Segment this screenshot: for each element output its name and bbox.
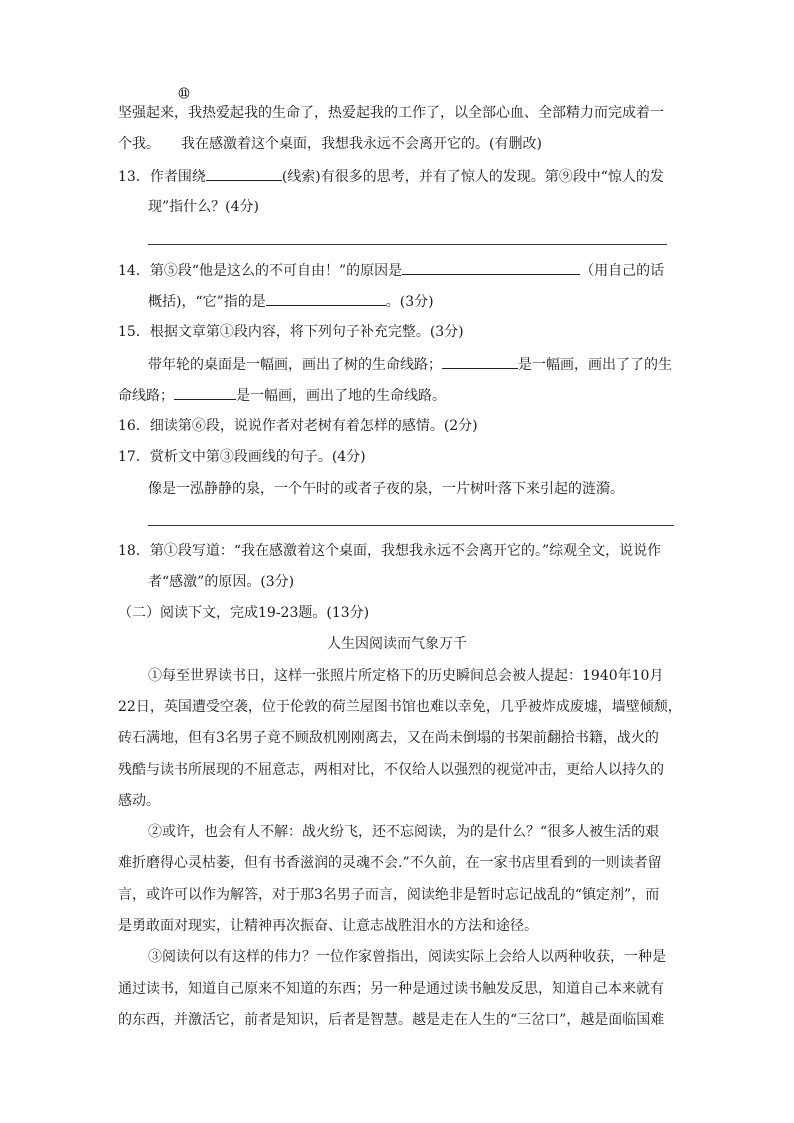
paragraph-11-marker: ⑪	[178, 87, 190, 100]
question-16: 16．细读第⑥段，说说作者对老树有着怎样的感情。(2分)	[118, 418, 478, 434]
article-paragraph-1-line: ①每至世界读书日，这样一张照片所定格下的历史瞬间总会被人提起：1940年10月	[148, 668, 664, 684]
question-17: 17．赏析文中第③段画线的句子。(4分)	[118, 449, 366, 465]
q17-answer-line[interactable]	[148, 525, 674, 526]
question-15-sentence-2: 命线路； 是一幅画，画出了地的生命线路。	[118, 385, 446, 405]
q15-blank-1[interactable]	[442, 354, 518, 369]
article-paragraph-1-line: 砖石满地，但有3名男子竟不顾敌机刚刚离去，又在尚未倒塌的书架前翻拾书籍，战火的	[118, 730, 659, 746]
question-18: 18．第①段写道：“我在感激着这个桌面，我想我永远不会离开它的。”综观全文，说说作	[118, 543, 662, 559]
q14-blank-2[interactable]	[266, 291, 386, 306]
question-17-quote: 像是一泓静静的泉，一个午时的或者子夜的泉，一片树叶落下来引起的涟漪。	[148, 481, 624, 497]
prev-passage-line-1: 坚强起来，我热爱起我的生命了，热爱起我的工作了，以全部心血、全部精力而完成着一	[118, 105, 664, 121]
article-paragraph-1-line: 残酷与读书所展现的不屈意志，两相对比，不仅给人以强烈的视觉冲击，更给人以持久的	[118, 762, 664, 778]
article-paragraph-2-line: 难折磨得心灵枯萎，但有书香滋润的灵魂不会.”不久前，在一家书店里看到的一则读者留	[118, 855, 662, 871]
article-title: 人生因阅读而气象万千	[327, 636, 467, 652]
q13-answer-line[interactable]	[148, 244, 667, 245]
article-paragraph-3-line: ③阅读何以有这样的伟力？一位作家曾指出，阅读实际上会给人以两种收获，一种是	[148, 949, 666, 965]
q14-blank-1[interactable]	[402, 260, 580, 275]
q13-blank[interactable]	[206, 166, 282, 181]
q15-blank-2[interactable]	[174, 385, 236, 400]
article-paragraph-1-line: 感动。	[118, 793, 160, 809]
question-15: 15．根据文章第①段内容，将下列句子补充完整。(3分)	[118, 324, 464, 340]
question-14-cont: 概括)，“它”指的是 。(3分)	[148, 291, 434, 311]
question-13: 13．作者围绕 (线索)有很多的思考，并有了惊人的发现。第⑨段中“惊人的发	[118, 166, 664, 186]
article-paragraph-1-line: 22日，英国遭受空袭，位于伦敦的荷兰屋图书馆也难以幸免，几乎被炸成废墟，墙壁倾颓，	[118, 699, 682, 715]
article-paragraph-2-line: 是勇敢面对现实，让精神再次振奋、让意志战胜泪水的方法和途径。	[118, 918, 538, 934]
article-paragraph-3-line: 通过读书，知道自己原来不知道的东西；另一种是通过读书触发反思，知道自己本来就有	[118, 981, 664, 997]
prev-passage-line-2: 个我。 我在感激着这个桌面，我想我永远不会离开它的。(有删改)	[118, 136, 542, 152]
question-14: 14．第⑤段“他是这么的不可自由！”的原因是 （用自己的话	[118, 260, 664, 280]
article-paragraph-3-line: 的东西，并激活它，前者是知识，后者是智慧。越是走在人生的“三岔口”，越是面临国难	[118, 1012, 665, 1028]
article-paragraph-2-line: 言，或许可以作为解答，对于那3名男子而言，阅读绝非是暂时忘记战乱的“镇定剂”，而	[118, 887, 660, 903]
question-18-cont: 者“感激”的原因。(3分)	[148, 574, 295, 590]
section-2-heading: （二）阅读下文，完成19-23题。(13分)	[118, 605, 370, 621]
question-13-cont: 现”指什么？(4分)	[148, 199, 259, 215]
question-15-sentence-1: 带年轮的桌面是一幅画，画出了树的生命线路； 是一幅画，画出了了的生	[148, 354, 672, 374]
article-paragraph-2-line: ②或许，也会有人不解：战火纷飞，还不忘阅读，为的是什么？“很多人被生活的艰	[148, 824, 660, 840]
